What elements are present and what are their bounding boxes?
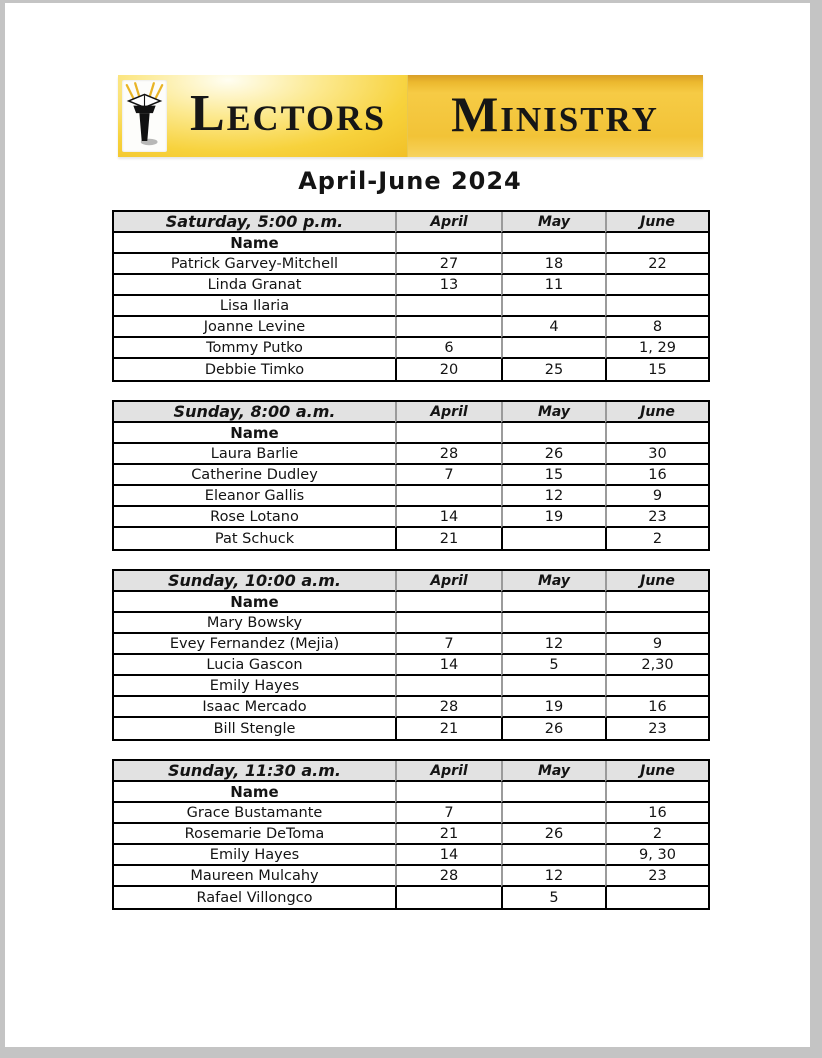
june-cell: 16 — [605, 803, 708, 824]
table-row — [114, 338, 708, 359]
lector-name-cell: Pat Schuck — [214, 530, 295, 547]
april-cell: 21 — [395, 718, 501, 739]
may-cell: 5 — [501, 887, 605, 908]
april-cell — [395, 423, 501, 444]
name-column-label: Name — [114, 423, 395, 444]
table-row — [114, 697, 708, 718]
may-cell: 19 — [501, 507, 605, 528]
table-row — [114, 845, 708, 866]
may-cell — [501, 782, 605, 803]
lector-name-cell: Evey Fernandez (Mejia) — [114, 634, 395, 655]
april-cell: 7 — [395, 465, 501, 486]
table-row — [114, 803, 708, 824]
june-cell: 15 — [605, 359, 708, 380]
june-cell: 2 — [605, 528, 708, 549]
june-cell: 16 — [605, 465, 708, 486]
may-cell — [501, 845, 605, 866]
april-cell — [395, 613, 501, 634]
june-cell: 1, 29 — [605, 338, 708, 359]
lectors-ministry-banner — [118, 75, 703, 157]
april-cell: 21 — [395, 528, 501, 549]
banner-left-segment — [118, 75, 408, 157]
may-cell: 26 — [501, 824, 605, 845]
may-cell: 4 — [501, 317, 605, 338]
may-cell: 26 — [501, 444, 605, 465]
april-cell — [395, 486, 501, 507]
banner-right-segment — [408, 75, 703, 157]
lector-name-cell: Laura Barlie — [114, 444, 395, 465]
april-cell — [395, 592, 501, 613]
lector-name-cell: Patrick Garvey-Mitchell — [114, 254, 395, 275]
table-title: Sunday, 11:30 a.m. — [114, 761, 395, 782]
table-row — [114, 528, 708, 549]
lector-name-cell: Rose Lotano — [114, 507, 395, 528]
table-row — [114, 359, 708, 380]
june-cell — [605, 613, 708, 634]
may-cell: 25 — [501, 359, 605, 380]
may-cell — [501, 676, 605, 697]
june-cell — [605, 676, 708, 697]
april-cell: 28 — [395, 866, 501, 887]
banner-logo — [122, 80, 167, 152]
table-row — [114, 465, 708, 486]
june-cell: 9 — [605, 486, 708, 507]
lector-name-cell: Emily Hayes — [114, 845, 395, 866]
table-title: Sunday, 8:00 a.m. — [114, 402, 395, 423]
may-cell: 12 — [501, 486, 605, 507]
table-header-row — [114, 571, 708, 592]
april-cell: 14 — [395, 507, 501, 528]
april-cell: 7 — [395, 803, 501, 824]
table-row — [114, 613, 708, 634]
lector-name-cell: Rosemarie DeToma — [114, 824, 395, 845]
april-cell: 28 — [395, 444, 501, 465]
lectern-book-icon — [124, 80, 165, 152]
april-cell — [395, 233, 501, 254]
table-title: Saturday, 5:00 p.m. — [114, 212, 395, 233]
table-header-row — [114, 212, 708, 233]
schedule-table — [112, 569, 710, 741]
april-cell: 28 — [395, 697, 501, 718]
april-cell — [395, 887, 501, 908]
page-title: April-June 2024 — [298, 167, 522, 195]
name-label-row — [114, 233, 708, 254]
may-cell — [501, 592, 605, 613]
april-cell: 6 — [395, 338, 501, 359]
column-header-may: May — [501, 212, 605, 233]
table-row — [114, 507, 708, 528]
lector-name-cell: Debbie Timko — [204, 361, 305, 378]
column-header-may: May — [501, 402, 605, 423]
may-cell — [501, 613, 605, 634]
lector-name-cell: Isaac Mercado — [114, 697, 395, 718]
name-column-label: Name — [114, 782, 395, 803]
banner-title-lectors: Lectors — [189, 85, 387, 142]
may-cell: 5 — [501, 655, 605, 676]
schedule-table — [112, 759, 710, 910]
lector-name-cell: Eleanor Gallis — [114, 486, 395, 507]
lector-name-cell: Mary Bowsky — [114, 613, 395, 634]
june-cell: 23 — [605, 718, 708, 739]
lector-name-cell: Lucia Gascon — [114, 655, 395, 676]
table-row — [114, 824, 708, 845]
lector-name-cell: Lisa Ilaria — [114, 296, 395, 317]
name-label-row — [114, 782, 708, 803]
june-cell: 23 — [605, 866, 708, 887]
may-cell — [501, 233, 605, 254]
may-cell: 12 — [501, 866, 605, 887]
june-cell: 30 — [605, 444, 708, 465]
may-cell — [501, 528, 605, 549]
may-cell: 15 — [501, 465, 605, 486]
table-row — [114, 444, 708, 465]
table-row — [114, 254, 708, 275]
table-row — [114, 718, 708, 739]
lector-name-cell: Bill Stengle — [213, 720, 296, 737]
lector-name-cell: Maureen Mulcahy — [114, 866, 395, 887]
june-cell — [605, 887, 708, 908]
schedule-table — [112, 210, 710, 382]
june-cell — [605, 296, 708, 317]
june-cell: 8 — [605, 317, 708, 338]
table-row — [114, 634, 708, 655]
column-header-april: April — [395, 761, 501, 782]
column-header-april: April — [395, 571, 501, 592]
column-header-may: May — [501, 761, 605, 782]
table-row — [114, 866, 708, 887]
column-header-june: June — [605, 402, 708, 423]
schedule-tables — [112, 210, 708, 910]
table-title: Sunday, 10:00 a.m. — [114, 571, 395, 592]
lector-name-cell: Tommy Putko — [114, 338, 395, 359]
may-cell: 18 — [501, 254, 605, 275]
june-cell: 2,30 — [605, 655, 708, 676]
table-row — [114, 676, 708, 697]
june-cell: 2 — [605, 824, 708, 845]
name-column-label: Name — [114, 233, 395, 254]
may-cell: 26 — [501, 718, 605, 739]
column-header-june: June — [605, 212, 708, 233]
document-content — [112, 3, 708, 910]
april-cell: 14 — [395, 655, 501, 676]
table-header-row — [114, 761, 708, 782]
lector-name-cell: Rafael Villongco — [196, 889, 313, 906]
lector-name-cell: Joanne Levine — [114, 317, 395, 338]
april-cell — [395, 317, 501, 338]
june-cell: 9 — [605, 634, 708, 655]
schedule-table — [112, 400, 710, 551]
lector-name-cell: Grace Bustamante — [114, 803, 395, 824]
may-cell — [501, 338, 605, 359]
april-cell — [395, 676, 501, 697]
april-cell: 13 — [395, 275, 501, 296]
april-cell: 21 — [395, 824, 501, 845]
column-header-june: June — [605, 571, 708, 592]
name-label-row — [114, 423, 708, 444]
column-header-may: May — [501, 571, 605, 592]
june-cell: 22 — [605, 254, 708, 275]
lector-name-cell: Linda Granat — [114, 275, 395, 296]
column-header-april: April — [395, 212, 501, 233]
may-cell — [501, 296, 605, 317]
document-page — [5, 3, 810, 1047]
april-cell — [395, 782, 501, 803]
may-cell: 19 — [501, 697, 605, 718]
april-cell: 27 — [395, 254, 501, 275]
may-cell — [501, 423, 605, 444]
table-row — [114, 655, 708, 676]
lector-name-cell: Catherine Dudley — [114, 465, 395, 486]
lector-name-cell: Emily Hayes — [114, 676, 395, 697]
table-row — [114, 296, 708, 317]
june-cell — [605, 275, 708, 296]
column-header-april: April — [395, 402, 501, 423]
table-row — [114, 486, 708, 507]
table-row — [114, 887, 708, 908]
column-header-june: June — [605, 761, 708, 782]
banner-title-ministry: Ministry — [451, 86, 659, 142]
june-cell — [605, 233, 708, 254]
table-row — [114, 275, 708, 296]
june-cell — [605, 423, 708, 444]
may-cell: 12 — [501, 634, 605, 655]
april-cell — [395, 296, 501, 317]
april-cell: 7 — [395, 634, 501, 655]
april-cell: 20 — [395, 359, 501, 380]
may-cell — [501, 803, 605, 824]
june-cell: 9, 30 — [605, 845, 708, 866]
june-cell — [605, 782, 708, 803]
april-cell: 14 — [395, 845, 501, 866]
name-label-row — [114, 592, 708, 613]
june-cell: 16 — [605, 697, 708, 718]
name-column-label: Name — [114, 592, 395, 613]
table-header-row — [114, 402, 708, 423]
june-cell — [605, 592, 708, 613]
may-cell: 11 — [501, 275, 605, 296]
table-row — [114, 317, 708, 338]
june-cell: 23 — [605, 507, 708, 528]
